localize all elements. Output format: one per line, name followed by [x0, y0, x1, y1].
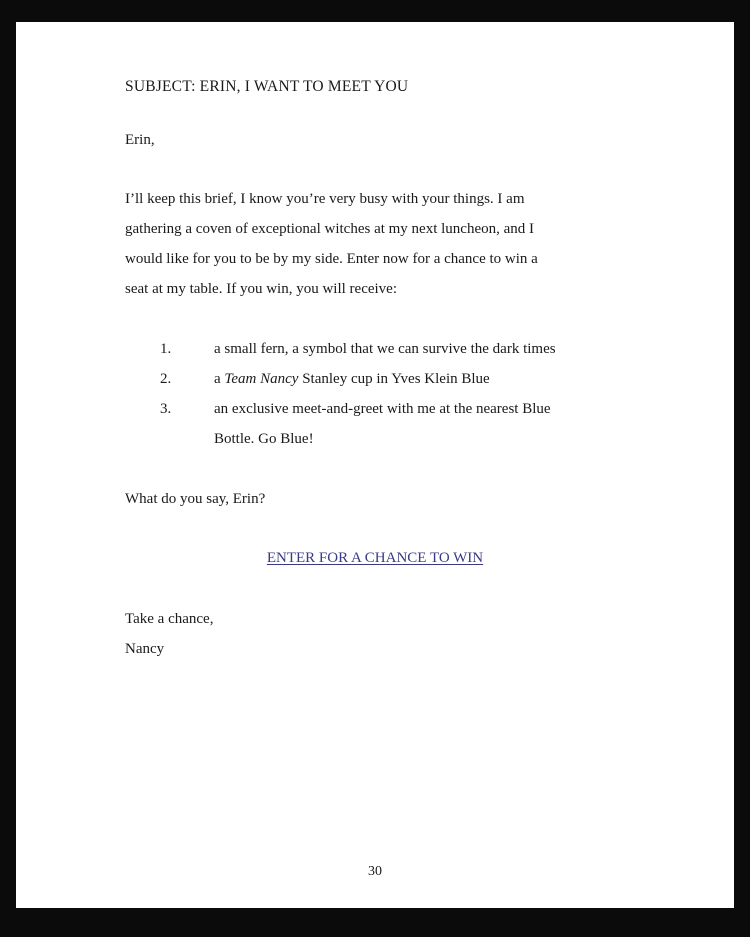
list-item	[125, 394, 645, 454]
list-item	[125, 364, 645, 394]
signoff-block	[125, 604, 213, 664]
document-page	[16, 22, 734, 908]
signoff: Take a chance,	[125, 611, 214, 627]
paragraph-line: seat at my table. If you win, you will receive:	[125, 281, 397, 297]
prize-list	[125, 334, 645, 454]
page-number: 30	[368, 864, 382, 879]
paragraph-line: would like for you to be by my side. Enter now for a chance to win a	[125, 251, 538, 267]
cta-container	[16, 543, 734, 573]
enter-chance-link[interactable]: ENTER FOR A CHANCE TO WIN	[266, 550, 484, 566]
list-item-suffix: Stanley cup in Yves Klein Blue	[298, 371, 490, 387]
list-number: 2.	[160, 371, 172, 387]
list-number: 3.	[160, 401, 172, 417]
list-item-italic: Team Nancy	[224, 371, 299, 387]
closing-question: What do you say, Erin?	[125, 491, 266, 507]
list-item-text: a small fern, a symbol that we can survive the dark times	[214, 341, 556, 357]
list-item-text: an exclusive meet-and-greet with me at the nearest Blue	[214, 401, 551, 417]
body-paragraph	[125, 184, 625, 304]
email-subject: SUBJECT: ERIN, I WANT TO MEET YOU	[125, 78, 409, 95]
list-number: 1.	[160, 341, 172, 357]
list-item-prefix: a	[214, 371, 225, 387]
list-item	[125, 334, 645, 364]
signature: Nancy	[125, 641, 165, 657]
list-item-continuation: Bottle. Go Blue!	[214, 431, 314, 447]
paragraph-line: I’ll keep this brief, I know you’re very busy with your things. I am	[125, 191, 525, 207]
greeting: Erin,	[125, 132, 155, 148]
paragraph-line: gathering a coven of exceptional witches at my next luncheon, and I	[125, 221, 535, 237]
